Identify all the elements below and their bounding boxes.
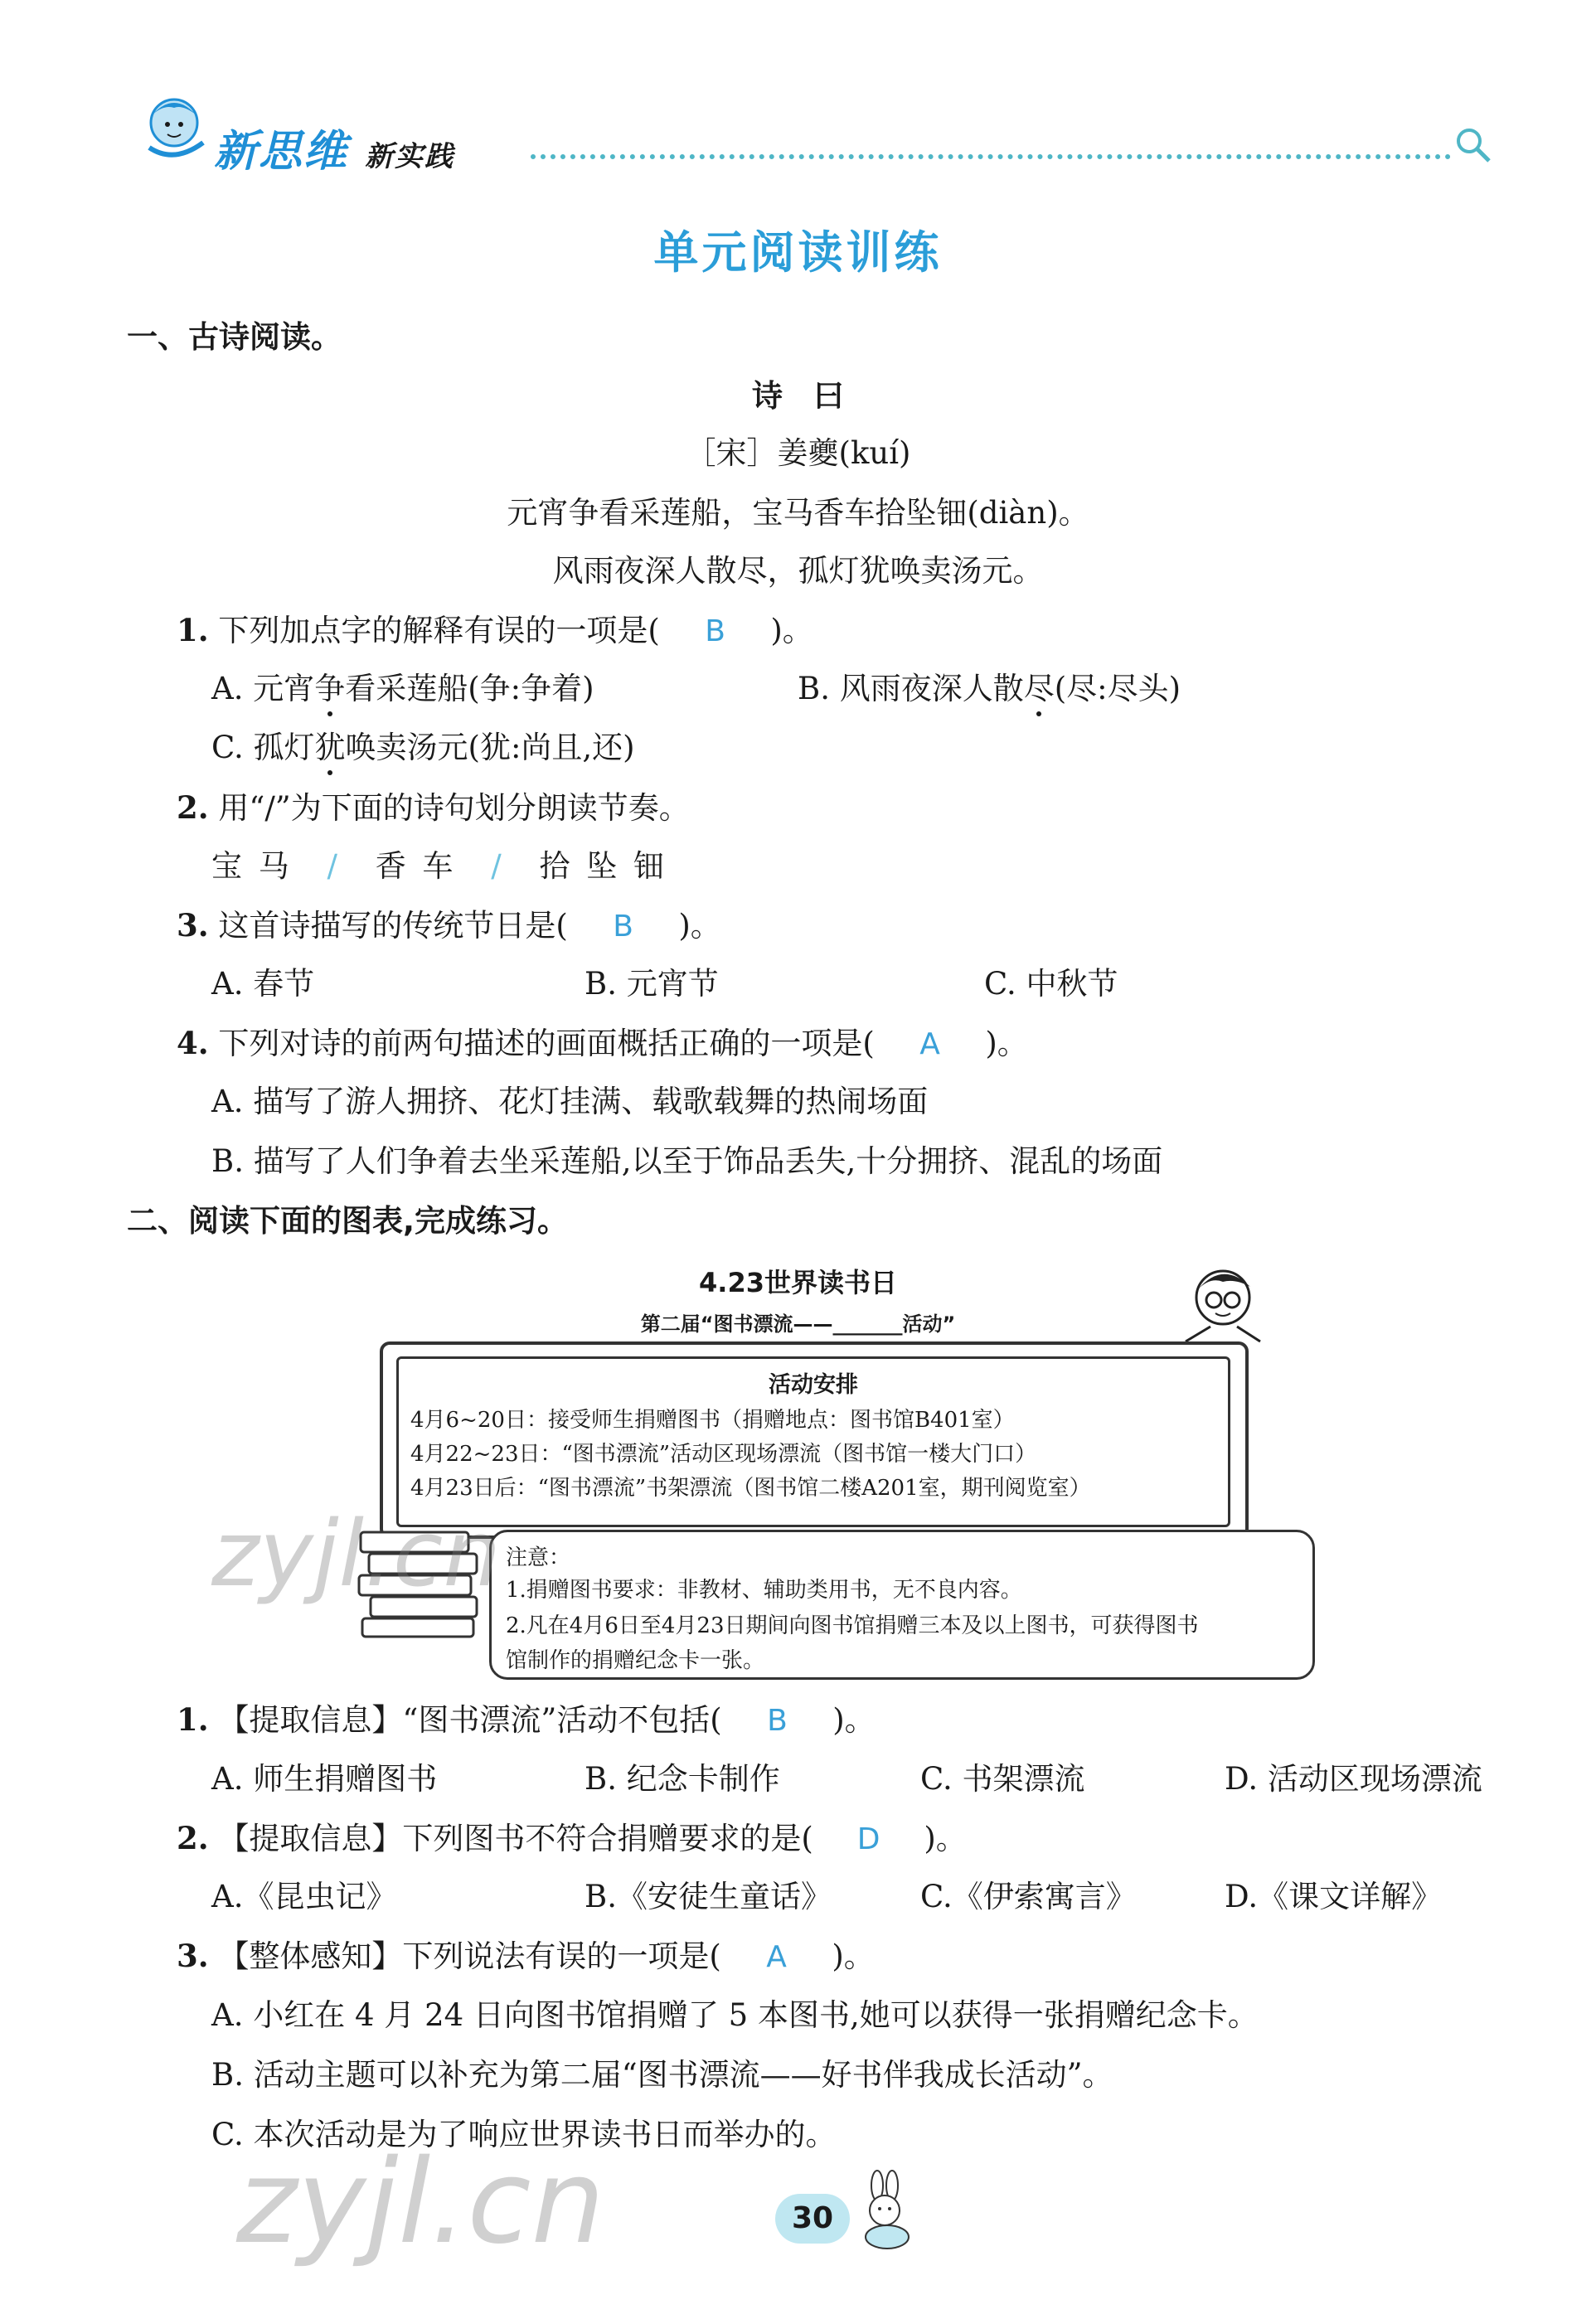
question-2-2 [177,1817,967,1861]
question-close: )。 [832,1702,876,1738]
watermark: zyjl.cn [211,1501,502,1607]
question-close: )。 [832,1938,875,1974]
poem-line-1: 元宵争看采莲船，宝马香车拾坠钿(diàn)。 [507,495,1089,531]
brand-name: 新思维 [214,127,349,177]
option-text: C. 孤灯 [211,730,315,765]
activity-line: 4月22~23日：“图书漂流”活动区现场漂流（图书馆一楼大门口） [410,1442,1037,1467]
option-text: B. 风雨夜深人散 [798,671,1024,706]
answer-mark: A [919,1027,940,1061]
question-number: 2. [177,1820,209,1856]
note-line: 1.捐赠图书要求：非教材、辅助类用书，无不良内容。 [506,1578,1022,1603]
page-title: 单元阅读训练 [653,226,943,279]
header-dotted-line [531,154,1451,159]
question-text: 下列加点字的解释有误的一项是( [218,613,660,648]
dotted-char: 犹 [315,727,346,769]
option-c: C. 本次活动是为了响应世界读书日而举办的。 [211,2117,837,2152]
poster-title: 4.23世界读书日 [699,1267,897,1298]
answer-mark: D [856,1822,880,1856]
question-text: 下列对诗的前两句描述的画面概括正确的一项是( [218,1026,875,1061]
watermark: zyjl.cn [236,2135,605,2270]
magnifier-icon [1453,124,1494,169]
rabbit-mascot-icon [854,2169,920,2255]
brand-title [214,116,454,178]
option-text: 看采莲船(争:争着) [345,671,594,706]
option-text: (尽:尽头) [1054,671,1181,706]
answer-mark: B [767,1704,788,1738]
question-1-1 [177,609,813,653]
poem-title: 诗 曰 [752,377,844,414]
option-text: 唤卖汤元(犹:尚且,还) [345,730,635,765]
rhythm-slash: / [327,848,341,884]
activity-line: 4月23日后：“图书漂流”书架漂流（图书馆二楼A201室，期刊阅览室） [410,1476,1091,1501]
brand-subtitle: 新实践 [365,140,455,173]
question-text: 用“/”为下面的诗句划分朗读节奏。 [218,790,690,826]
option-b [798,668,1181,710]
question-number: 4. [177,1025,209,1061]
question-number: 3. [177,907,209,944]
option-a: A. 小红在 4 月 24 日向图书馆捐赠了 5 本图书,她可以获得一张捐赠纪念卡。 [211,1997,1259,2033]
question-close: )。 [985,1026,1028,1061]
question-1-2 [177,787,690,829]
question-text: 【整体感知】下列说法有误的一项是( [218,1938,721,1974]
poem-author: ［宋］姜夔(kuí) [685,435,911,471]
option-c: C. 中秋节 [984,966,1118,1002]
girl-mascot-icon [124,90,224,172]
section-2-heading: 二、阅读下面的图表,完成练习。 [127,1203,569,1239]
option-c [211,727,635,769]
answer-mark: B [613,910,633,944]
rhythm-part: 香 车 [375,848,457,884]
poem-line-2: 风雨夜深人散尽，孤灯犹唤卖汤元。 [552,553,1044,589]
option-a: A. 春节 [211,966,315,1002]
option-a [211,668,594,710]
answer-mark: A [766,1940,787,1974]
option-b: B. 元宵节 [585,966,719,1002]
option-b: B. 纪念卡制作 [585,1761,780,1797]
option-c: C. 书架漂流 [920,1761,1085,1797]
note-line: 馆制作的捐赠纪念卡一张。 [506,1648,765,1673]
option-a: A.《昆虫记》 [211,1879,397,1914]
page-number: 30 [775,2194,850,2244]
boy-cartoon-icon [1177,1260,1269,1355]
option-text: A. 元宵 [211,671,315,706]
rhythm-line [211,846,667,887]
question-number: 1. [177,612,209,648]
question-number: 2. [177,789,209,826]
question-text: 【提取信息】“图书漂流”活动不包括( [218,1702,722,1738]
section-1-heading: 一、古诗阅读。 [127,319,342,355]
dotted-char: 尽 [1024,668,1055,710]
activity-board-heading: 活动安排 [769,1372,858,1398]
option-b: B. 活动主题可以补充为第二届“图书漂流——好书伴我成长活动”。 [211,2057,1113,2093]
option-b: B. 描写了人们争着去坐采莲船,以至于饰品丢失,十分拥挤、混乱的场面 [211,1143,1163,1179]
question-1-4 [177,1022,1028,1065]
rhythm-part: 拾 坠 钿 [539,848,668,884]
activity-line: 4月6~20日：接受师生捐赠图书（捐赠地点：图书馆B401室） [410,1408,1015,1433]
question-close: )。 [924,1821,967,1856]
question-2-3 [177,1935,875,1978]
dotted-char: 争 [314,668,345,710]
note-line: 2.凡在4月6日至4月23日期间向图书馆捐赠三本及以上图书，可获得图书 [506,1613,1199,1638]
question-text: 这首诗描写的传统节日是( [218,908,568,944]
option-d: D. 活动区现场漂流 [1225,1761,1482,1797]
option-c: C.《伊索寓言》 [920,1879,1137,1914]
question-text: 【提取信息】下列图书不符合捐赠要求的是( [218,1821,813,1856]
question-2-1 [177,1699,876,1742]
question-number: 3. [177,1938,209,1974]
question-close: )。 [770,613,813,648]
note-heading: 注意： [506,1545,571,1570]
rhythm-slash: / [491,848,505,884]
question-1-3 [177,905,721,948]
option-d: D.《课文详解》 [1225,1879,1443,1914]
question-number: 1. [177,1701,209,1738]
rhythm-part: 宝 马 [211,848,293,884]
question-close: )。 [678,908,721,944]
option-a: A. 描写了游人拥挤、花灯挂满、载歌载舞的热闹场面 [211,1084,929,1119]
answer-mark: B [705,614,725,648]
option-b: B.《安徒生童话》 [585,1879,832,1914]
poster-subtitle: 第二届“图书漂流——_______活动” [640,1312,956,1336]
option-a: A. 师生捐赠图书 [211,1761,438,1797]
